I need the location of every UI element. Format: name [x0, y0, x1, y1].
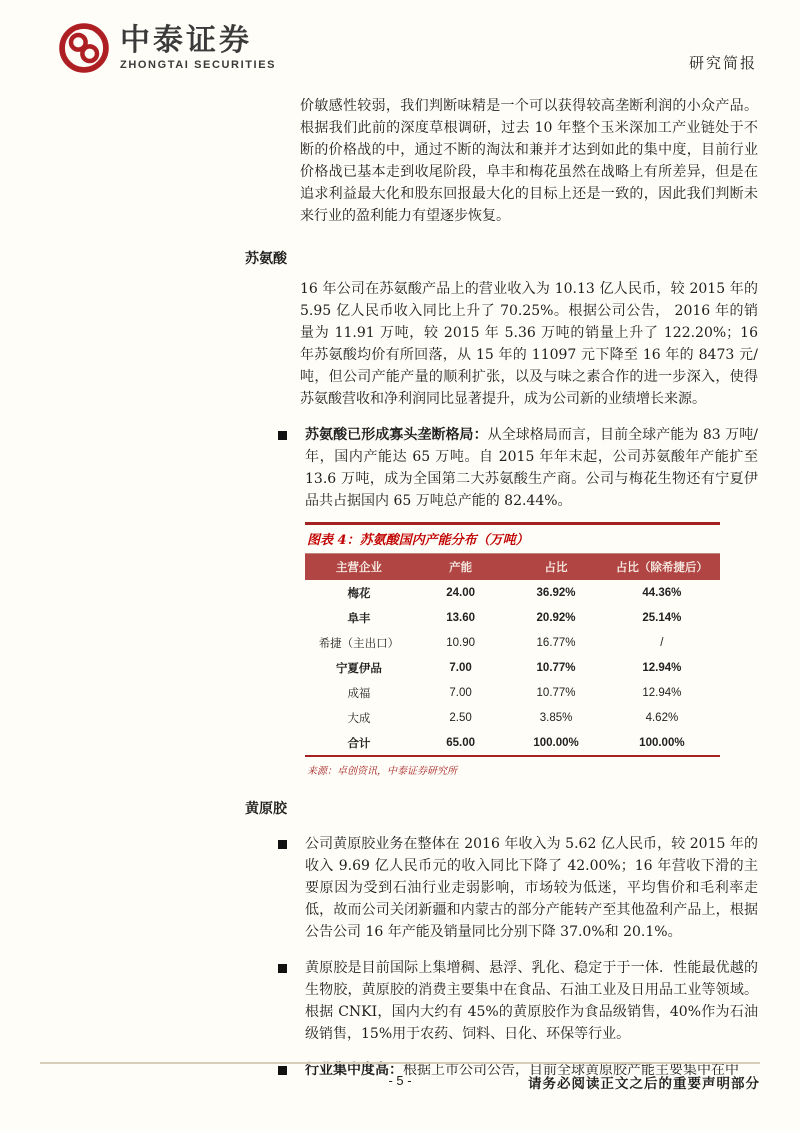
page-header: [0, 0, 800, 95]
bullet-square-icon: [278, 964, 287, 973]
brand-text: [120, 23, 277, 71]
cell-company: 希捷（主出口）: [318, 637, 400, 650]
brand-name-en: ZHONGTAI SECURITIES: [120, 58, 277, 71]
bullet-lead: 苏氨酸已形成寡头垄断格局：: [305, 427, 488, 443]
cell-company: 宁夏伊品: [335, 662, 382, 675]
cell-share-ex: /: [660, 636, 664, 649]
brand-name-cn: 中泰证券: [120, 23, 252, 57]
cell-capacity: 7.00: [449, 686, 472, 699]
intro-paragraph: 价敏感性较弱，我们判断味精是一个可以获得较高垄断利润的小众产品。根据我们此前的深度草根调研，过去 10 年整个玉米深加工产业链处于不断的价格战的中，通过不断的淘汰和兼并才达到如此的集中度，目前行业价格战已基本走到收尾阶段，阜丰和梅花虽然在战略上有所差异，但是在追求利益最大化和股东回报最大化的目标上还是一致的，因此我们判断未来行业的盈利能力有望逐步恢复。: [300, 98, 758, 224]
bullet-text: [305, 424, 758, 512]
cell-company: 合计: [305, 730, 413, 756]
bullet-rest: 根据上市公司公告，目前全球黄原胶产能主要集中在中: [403, 1062, 739, 1078]
table-row-total: [305, 730, 720, 756]
cell-share: 36.92%: [536, 586, 576, 599]
bullet-item-threonine-monopoly: [278, 424, 758, 512]
cell-company: 阜丰: [347, 612, 371, 625]
cell-share-ex: 12.94%: [642, 686, 682, 699]
figure-source: 来源：卓创资讯，中泰证券研究所: [307, 766, 457, 777]
table-row: [305, 705, 720, 730]
bullet-text: [305, 957, 758, 1045]
table-row: [305, 605, 720, 630]
cell-company: 成福: [347, 687, 371, 700]
cell-share-ex: 44.36%: [642, 586, 682, 599]
page-number: - 5 -: [388, 1073, 412, 1088]
cell-share: 10.77%: [536, 686, 576, 699]
table-header-row: [305, 554, 720, 580]
cell-capacity: 7.00: [449, 661, 472, 674]
cell-share-ex: 100.00%: [604, 730, 720, 756]
table-row: [305, 580, 720, 605]
figure-title: 图表 4：苏氨酸国内产能分布（万吨）: [305, 522, 720, 554]
table-row: [305, 630, 720, 655]
threonine-paragraph: 16 年公司在苏氨酸产品上的营业收入为 10.13 亿人民币，较 2015 年的 5.95 亿人民币收入同比上升了 70.25%。根据公司公告， 2016 年的销量为 11.91 万吨，较 2015 年 5.36 万吨的销量上升了 122.20%；16 年苏氨酸均价有所回落，从 15 年的 11097 元下降至 16 年的 8473 元/吨，但公司产能产量的顺利扩张，以及与味之素合作的进一步深入，使得苏氨酸营收和净利润同比显著提升，成为公司新的业绩增长来源。: [300, 281, 758, 407]
cell-capacity: 65.00: [413, 730, 508, 756]
cell-share: 3.85%: [539, 711, 573, 724]
capacity-table: [305, 554, 720, 757]
footer-disclaimer: 请务必阅读正文之后的重要声明部分: [528, 1076, 760, 1092]
cell-share: 16.77%: [536, 636, 576, 649]
bullet-rest: 公司黄原胶业务在整体在 2016 年收入为 5.62 亿人民币，较 2015 年的收入 9.69 亿人民币元的收入同比下降了 42.00%；16 年营收下滑的主要原因为受到石油行业走弱影响，市场较为低迷，平均售价和毛利率走低，故而公司关闭新疆和内蒙古的部分产能转产至其他盈利产品上，根据公告公司 16 年产能及销量同比分别下降 37.0%和 20.1%。: [305, 836, 758, 940]
table-row: [305, 680, 720, 705]
section-heading-xanthan: 黄原胶: [245, 801, 287, 817]
bullet-item-xanthan-revenue: [278, 833, 758, 943]
bullet-rest: 黄原胶是目前国际上集增稠、悬浮、乳化、稳定于于一体．性能最优越的生物胶，黄原胶的消费主要集中在食品、石油工业及日用品工业等领域。根据 CNKI，国内大约有 45%的黄原胶作为食品级销售，40%作为石油级销售，15%用于农药、饲料、日化、环保等行业。: [305, 960, 758, 1042]
figure-4-capacity-table: [305, 522, 720, 777]
section-heading-threonine: 苏氨酸: [245, 251, 287, 267]
col-header-company: 主营企业: [305, 554, 413, 580]
bullet-lead: 行业集中度高：: [305, 1062, 403, 1078]
brand-logo: [58, 22, 276, 74]
bullet-square-icon: [278, 840, 287, 849]
col-header-share-ex: 占比（除希捷后）: [604, 554, 720, 580]
bullet-text: [305, 833, 758, 943]
cell-share-ex: 25.14%: [642, 611, 682, 624]
cell-share-ex: 4.62%: [645, 711, 679, 724]
cell-capacity: 10.90: [446, 636, 475, 649]
cell-share: 10.77%: [536, 661, 576, 674]
cell-capacity: 2.50: [449, 711, 472, 724]
cell-capacity: 24.00: [446, 586, 475, 599]
page-footer: [40, 1062, 760, 1102]
zhongtai-logo-icon: [58, 22, 110, 74]
cell-share: 20.92%: [536, 611, 576, 624]
bullet-square-icon: [278, 431, 287, 440]
bullet-item-xanthan-usage: [278, 957, 758, 1045]
cell-company: 大成: [347, 712, 371, 725]
col-header-capacity: 产能: [413, 554, 508, 580]
table-row: [305, 655, 720, 680]
cell-capacity: 13.60: [446, 611, 475, 624]
col-header-share: 占比: [508, 554, 603, 580]
bullet-rest: 从全球格局而言，目前全球产能为 83 万吨/年，国内产能达 65 万吨。自 2015 年年末起，公司苏氨酸年产能扩至 13.6 万吨，成为全国第二大苏氨酸生产商。公司与梅花生物还有宁夏伊品共占据国内 65 万吨总产能的 82.44%。: [305, 427, 758, 509]
cell-company: 梅花: [347, 587, 371, 600]
doc-type-label: 研究简报: [688, 54, 757, 72]
cell-share: 100.00%: [508, 730, 603, 756]
cell-share-ex: 12.94%: [642, 661, 682, 674]
